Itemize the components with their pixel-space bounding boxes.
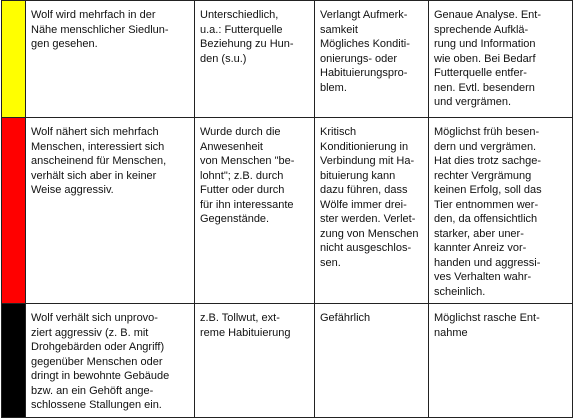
cell-text-line: Nähe menschlicher Siedlun-: [31, 23, 169, 36]
cell-text-line: dern und vergrämen.: [434, 140, 537, 153]
cause-cell: [195, 1, 315, 118]
cell-text-line: dringt in bewohnte Gebäude: [31, 370, 170, 382]
level-color-strip: [2, 1, 26, 118]
cell-text-line: gegenüber Menschen oder: [31, 355, 163, 368]
cell-text-line: den (s.u.): [200, 52, 247, 65]
cell-text-line: Wolf wird mehrfach in der: [31, 9, 156, 21]
cell-text-line: schlossene Stallungen ein.: [31, 399, 162, 411]
cell-text-line: lohnt"; z.B. durch: [200, 169, 284, 182]
assessment-cell: [315, 1, 429, 118]
cell-text-line: starker, aber uner-: [434, 227, 524, 240]
cell-text-line: Konditionierung in: [320, 140, 409, 153]
cell-text-line: samkeit: [320, 23, 358, 36]
cell-text-line: sprechende Aufklä-: [434, 23, 529, 36]
situation-cell: [26, 304, 195, 418]
cell-text-line: Beziehung zu Hun-: [200, 38, 294, 50]
action-cell: [429, 304, 573, 418]
cell-text-line: handen und aggressi-: [434, 256, 541, 269]
cell-text-line: rechter Vergrämung: [434, 169, 532, 182]
cell-text-line: Wölfe immer drei-: [320, 198, 407, 211]
cell-text-line: Anwesenheit: [200, 140, 263, 153]
cell-text-line: z.B. Tollwut, ext-: [200, 312, 280, 324]
cell-text-line: sen.: [320, 256, 341, 269]
cell-text-line: und vergrämen.: [434, 96, 512, 108]
cell-text-line: kannter Anreiz vor-: [434, 242, 527, 254]
wolf-behavior-table: [1, 0, 573, 418]
table-body: [2, 1, 573, 418]
cell-text-line: keinen Erfolg, soll das: [434, 184, 542, 196]
cell-text-line: Futter oder durch: [200, 184, 285, 196]
cell-text-line: bzw. an ein Gehöft ange-: [31, 384, 154, 397]
cell-text-line: Futterquelle entfer-: [434, 67, 527, 79]
cell-text-line: Wurde durch die: [200, 126, 281, 138]
cell-text-line: nicht ausgeschlos-: [320, 242, 412, 254]
cell-text-line: für ihn interessante: [200, 198, 294, 211]
cell-text-line: Hat dies trotz sachge-: [434, 155, 541, 167]
cell-text-line: Unterschiedlich,: [200, 9, 279, 21]
cell-text-line: wie oben. Bei Bedarf: [434, 52, 536, 65]
table-row: [2, 1, 573, 118]
cell-text-line: dazu führen, dass: [320, 184, 408, 196]
cell-text-line: ziert aggressiv (z. B. mit: [31, 326, 149, 339]
cell-text-line: rung und Information: [434, 38, 536, 50]
level-color-strip: [2, 118, 26, 304]
cell-text-line: Mögliches Konditi-: [320, 38, 410, 50]
cell-text-line: den, da offensichtlich: [434, 213, 538, 225]
cause-cell: [195, 118, 315, 304]
cell-text-line: bituierung kann: [320, 169, 396, 182]
cell-text-line: Genaue Analyse. Ent-: [434, 9, 542, 21]
cell-text-line: Drohgebärden oder Angriff): [31, 341, 165, 353]
table-row: [2, 304, 573, 418]
cell-text-line: onierungs- oder: [320, 52, 398, 65]
cell-text-line: Möglichst rasche Ent-: [434, 312, 540, 324]
cell-text-line: Kritisch: [320, 126, 357, 138]
cell-text-line: blem.: [320, 81, 347, 94]
cell-text-line: Gegenstände.: [200, 213, 270, 225]
cell-text-line: ves Verhalten wahr-: [434, 271, 532, 283]
level-color-strip: [2, 304, 26, 418]
cell-text-line: von Menschen "be-: [200, 155, 295, 167]
cell-text-line: Verbindung mit Ha-: [320, 155, 415, 167]
cell-text-line: scheinlich.: [434, 285, 486, 298]
cell-text-line: Menschen, interessiert sich: [31, 140, 165, 153]
cell-text-line: verhält sich aber in keiner: [31, 169, 157, 182]
assessment-cell: [315, 304, 429, 418]
assessment-cell: [315, 118, 429, 304]
situation-cell: [26, 118, 195, 304]
cell-text-line: Wolf nähert sich mehrfach: [31, 126, 159, 138]
cell-text-line: gen gesehen.: [31, 38, 98, 50]
cell-text-line: reme Habituierung: [200, 326, 291, 339]
cell-text-line: nen. Evtl. besendern: [434, 81, 535, 94]
action-cell: [429, 1, 573, 118]
cell-text-line: anscheinend für Menschen,: [31, 155, 167, 167]
cell-text-line: nahme: [434, 326, 468, 339]
cell-text-line: Habituierungspro-: [320, 67, 408, 79]
cell-text-line: Verlangt Aufmerk-: [320, 9, 408, 21]
cell-text-line: Möglichst früh besen-: [434, 126, 540, 138]
cell-text-line: Wolf verhält sich unprovo-: [31, 312, 158, 324]
situation-cell: [26, 1, 195, 118]
action-cell: [429, 118, 573, 304]
cell-text-line: Gefährlich: [320, 312, 371, 324]
cell-text-line: u.a.: Futterquelle: [200, 23, 283, 36]
cell-text-line: ster werden. Verlet-: [320, 213, 416, 225]
cell-text-line: Weise aggressiv.: [31, 184, 114, 196]
cell-text-line: Tier entnommen wer-: [434, 198, 539, 211]
table-row: [2, 118, 573, 304]
cell-text-line: zung von Menschen: [320, 227, 419, 240]
cause-cell: [195, 304, 315, 418]
